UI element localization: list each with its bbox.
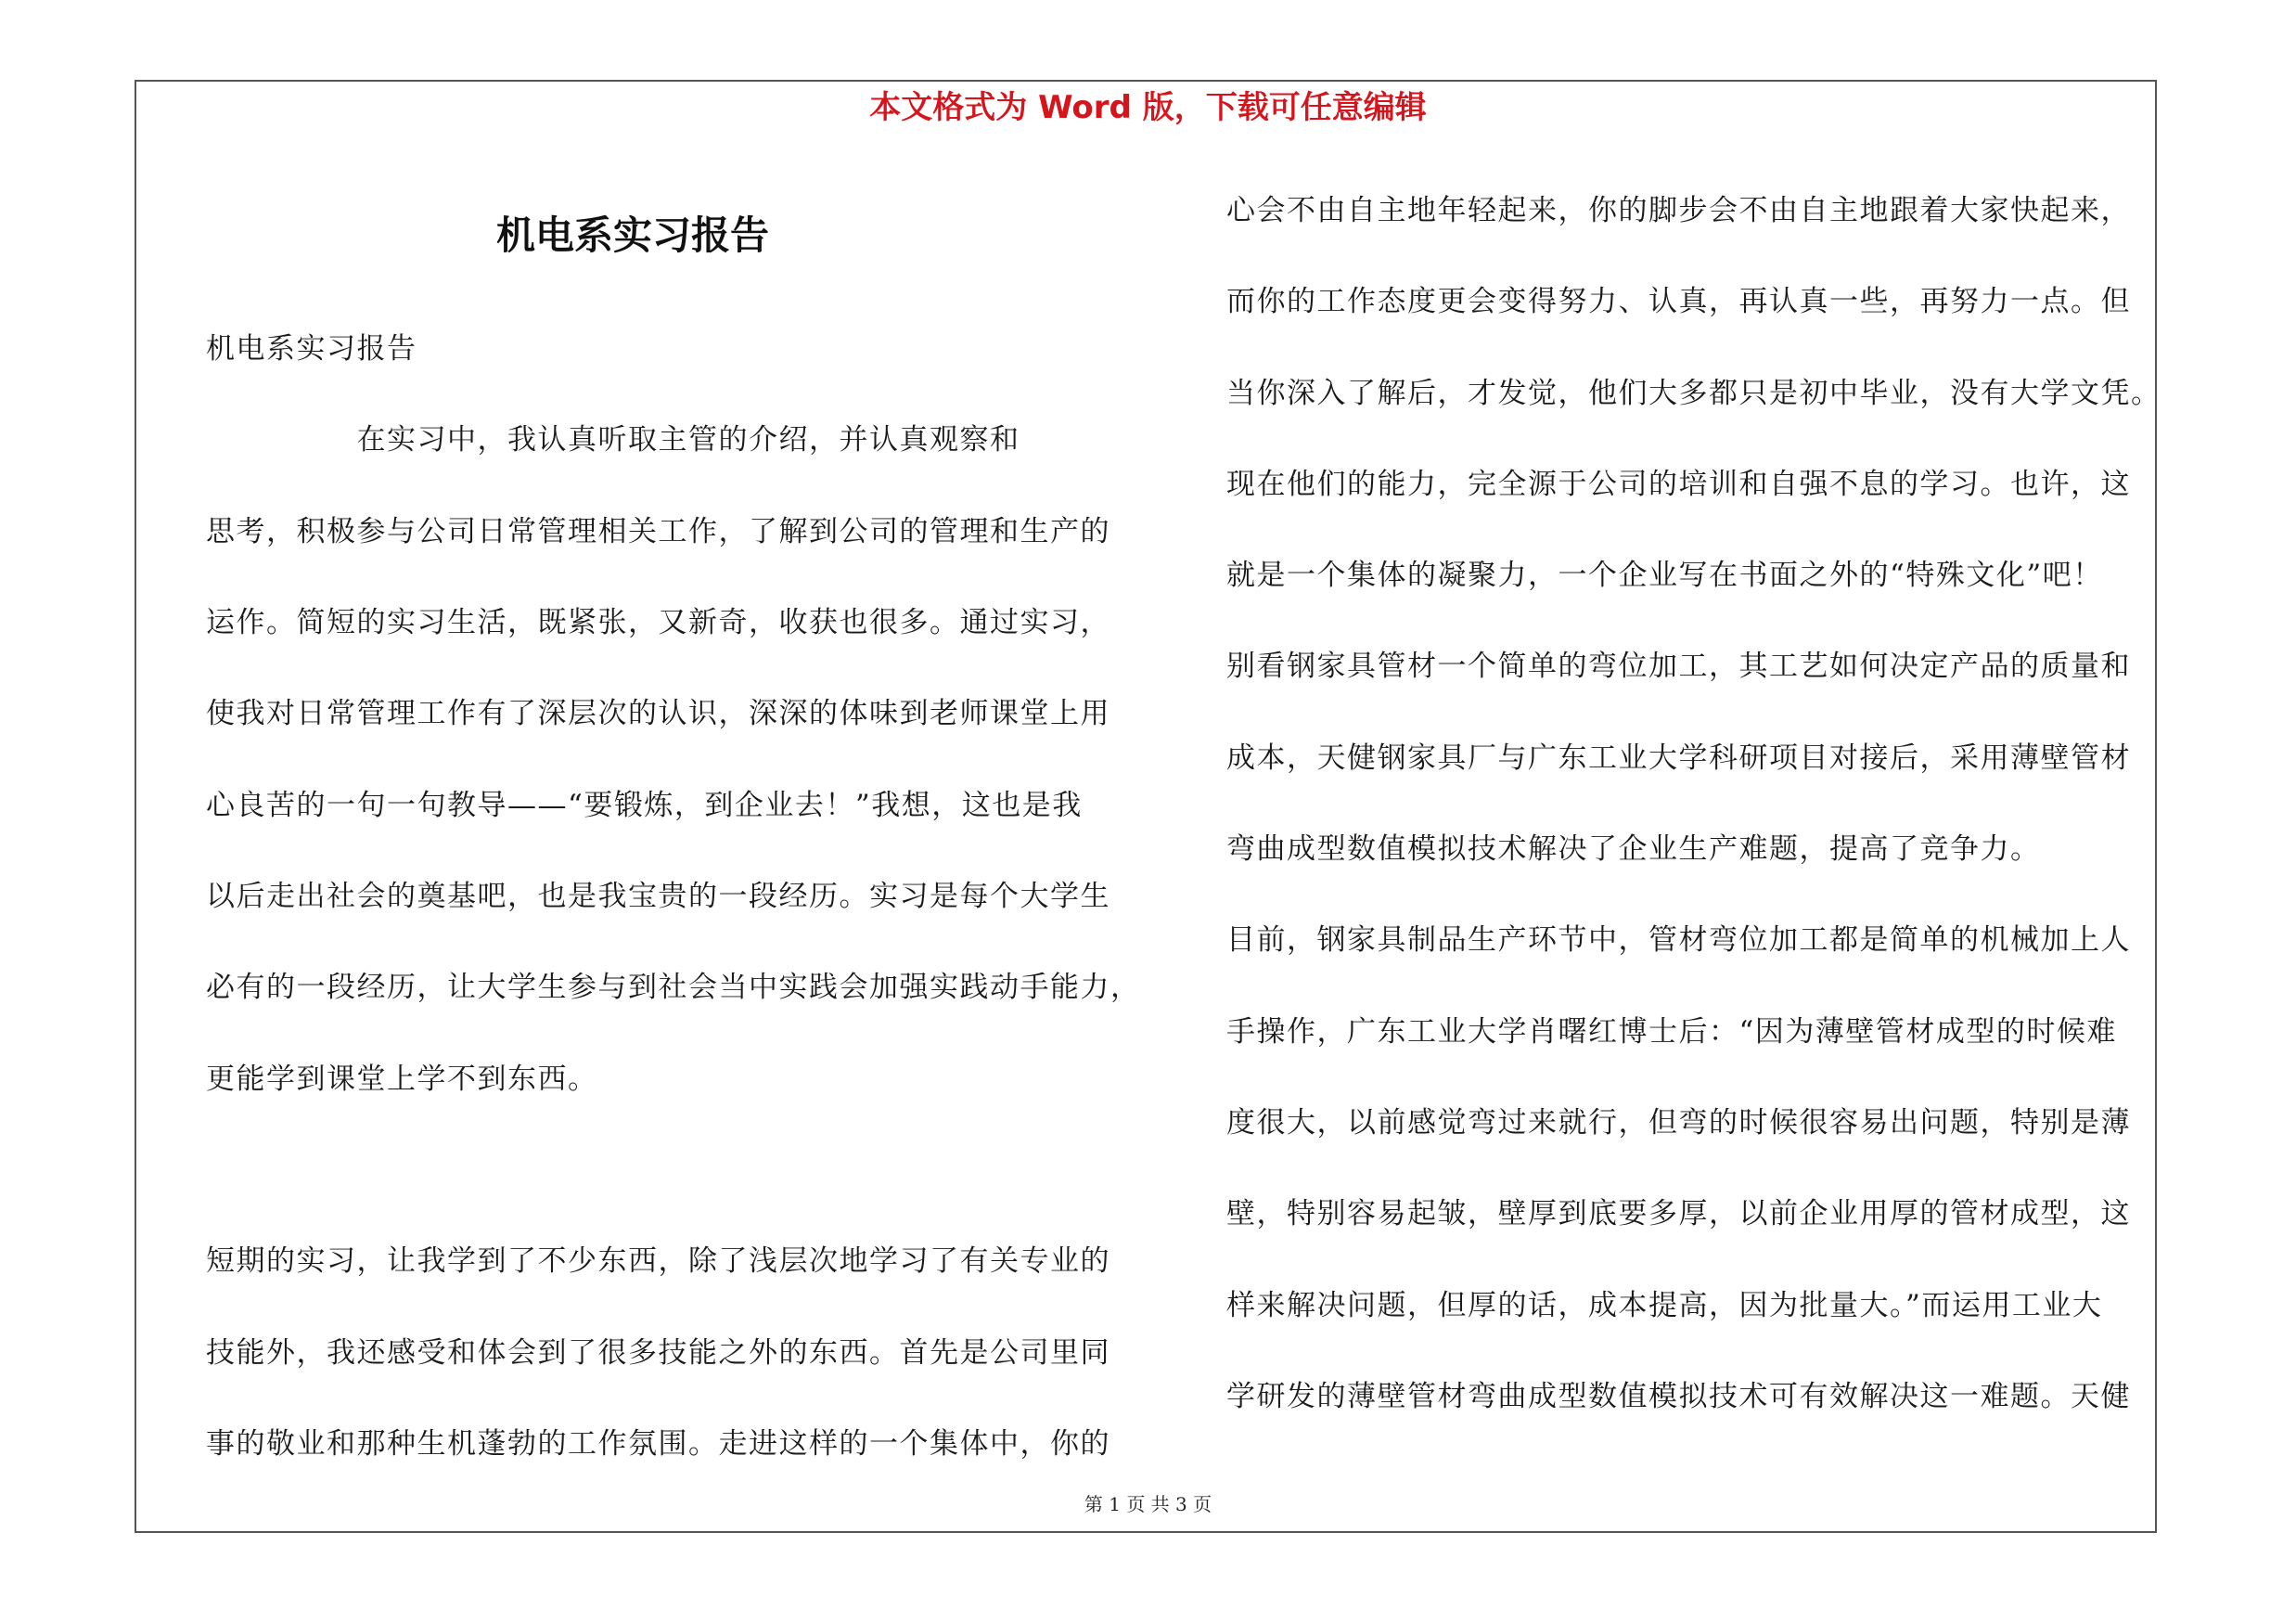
text-line: 在实习中，我认真听取主管的介绍，并认真观察和 xyxy=(206,423,1020,457)
word-format-banner: 本文格式为 Word 版，下载可任意编辑 xyxy=(869,89,1427,126)
text-line: 更能学到课堂上学不到东西。 xyxy=(206,1063,598,1096)
text-line: 别看钢家具管材一个简单的弯位加工，其工艺如何决定产品的质量和 xyxy=(1226,650,2131,683)
text-line: 短期的实习，让我学到了不少东西，除了浅层次地学习了有关专业的 xyxy=(206,1244,1110,1278)
text-line: 以后走出社会的奠基吧，也是我宝贵的一段经历。实习是每个大学生 xyxy=(206,880,1110,913)
text-line: 学研发的薄壁管材弯曲成型数值模拟技术可有效解决这一难题。天健 xyxy=(1226,1380,2131,1413)
text-line: 当你深入了解后，才发觉，他们大多都只是初中毕业，没有大学文凭。 xyxy=(1226,377,2161,410)
text-line: 而你的工作态度更会变得努力、认真，再认真一些，再努力一点。但 xyxy=(1226,285,2131,318)
text-line: 事的敬业和那种生机蓬勃的工作氛围。走进这样的一个集体中，你的 xyxy=(206,1427,1110,1461)
text-line: 使我对日常管理工作有了深层次的认识，深深的体味到老师课堂上用 xyxy=(206,697,1110,730)
text-line: 弯曲成型数值模拟技术解决了企业生产难题，提高了竞争力。 xyxy=(1226,832,2041,866)
page-number-footer: 第 1 页 共 3 页 xyxy=(1084,1493,1212,1515)
text-line: 心良苦的一句一句教导——“要锻炼，到企业去！”我想，这也是我 xyxy=(206,789,1083,822)
text-line: 样来解决问题，但厚的话，成本提高，因为批量大。”而运用工业大 xyxy=(1226,1289,2103,1322)
text-line: 思考，积极参与公司日常管理相关工作，了解到公司的管理和生产的 xyxy=(206,515,1110,548)
text-line: 壁，特别容易起皱，壁厚到底要多厚，以前企业用厚的管材成型，这 xyxy=(1226,1197,2131,1230)
document-title: 机电系实习报告 xyxy=(495,213,769,258)
text-line: 心会不由自主地年轻起来，你的脚步会不由自主地跟着大家快起来， xyxy=(1226,194,2131,227)
text-line: 技能外，我还感受和体会到了很多技能之外的东西。首先是公司里同 xyxy=(206,1336,1110,1370)
text-line: 目前，钢家具制品生产环节中，管材弯位加工都是简单的机械加上人 xyxy=(1226,923,2131,957)
text-line: 必有的一段经历，让大学生参与到社会当中实践会加强实践动手能力， xyxy=(206,971,1141,1004)
text-line: 现在他们的能力，完全源于公司的培训和自强不息的学习。也许，这 xyxy=(1226,468,2131,501)
text-line: 度很大，以前感觉弯过来就行，但弯的时候很容易出问题，特别是薄 xyxy=(1226,1106,2131,1140)
text-line: 就是一个集体的凝聚力，一个企业写在书面之外的“特殊文化”吧！ xyxy=(1226,559,2103,592)
text-line: 成本，天健钢家具厂与广东工业大学科研项目对接后，采用薄壁管材 xyxy=(1226,741,2131,775)
text-line: 运作。简短的实习生活，既紧张，又新奇，收获也很多。通过实习， xyxy=(206,606,1110,639)
text-line: 机电系实习报告 xyxy=(206,332,417,366)
text-line: 手操作，广东工业大学肖曙红博士后：“因为薄壁管材成型的时候难 xyxy=(1226,1015,2117,1049)
